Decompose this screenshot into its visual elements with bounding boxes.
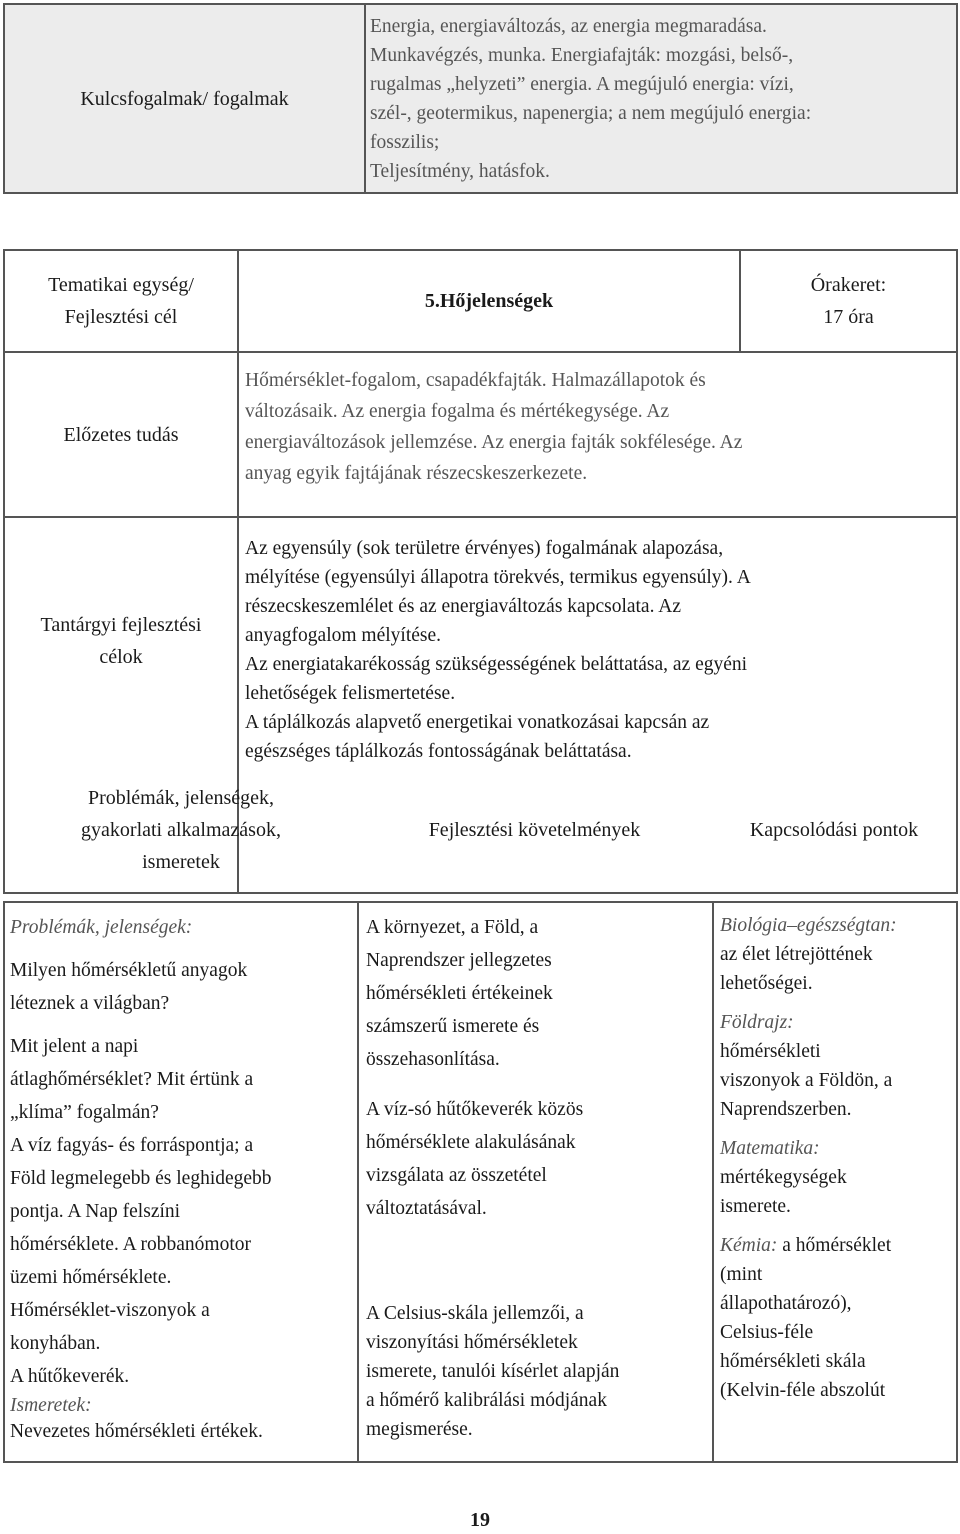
kulcsfogalmak-label: Kulcsfogalmak/ fogalmak [80,87,289,110]
col-header-kapcsolodasi: Kapcsolódási pontok [749,819,919,841]
celok-text: Az egyensúly (sok területre érvényes) fogalmának alapozása, mélyítése (egyensúlyi állapotra törekvés, termikus egyensúly). A részecskeszemlélet és az energiaváltozás kapcsolata. Az anyagfogalom mélyítése. Az energiatakarékosság szükségességének beláttatása, az egyéni lehetőségek felismertetése. A táplálkozás alapvető energetikai vonatkozásai kapcsán az egészséges táplálkozás fontosságának beláttatása. [245,538,751,762]
topic-title: 5.Hőjelenségek [424,290,554,312]
elozetes-text: Hőmérséklet-fogalom, csapadékfajták. Halmazállapotok és változásaik. Az energia fogalma és mértékegysége. Az energiaváltozások jellemzése. Az energia fajták sokfélesége. Az anyag egyik fajtájának részecskeszerkezete. [245,370,743,484]
kulcsfogalmak-text: Energia, energiaváltozás, az energia megmaradása. Munkavégzés, munka. Energiafajták: mozgási, belső-, rugalmas „helyzeti” energia. A megújuló energia: vízi, szél-, geotermikus, napenergia; a nem megújuló energia: fosszilis; Teljesítmény, hatásfok. [370,16,812,182]
col-header-problemak: Problémák, jelenségek, gyakorlati alkalmazások, ismeretek [81,787,281,873]
page-number: 19 [470,1508,490,1531]
col3-kapcsolodasi: Biológia–egészségtan: az élet létrejöttének lehetőségei. Földrajz: hőmérsékleti viszonyok a Földön, a Naprendszerben. Matematika: mértékegységek ismerete. Kémia: a hőmérséklet (mint állapothatározó), Celsius-féle hőmérsékleti skála (Kelvin-féle abszolút [720,915,897,1401]
col-header-fejlesztesi: Fejlesztési követelmények [428,819,641,841]
col2-kovetelmenyek: A környezet, a Föld, a Naprendszer jellegzetes hőmérsékleti értékeinek számszerű ismerete és összehasonlítása. A víz-só hűtőkeverék közös hőmérséklete alakulásának vizsgálata az összetétel változtatásával. A Celsius-skála jellemzői, a viszonyítási hőmérsékletek ismerete, tanulói kísérlet alapján a hőmérő kalibrálási módjának megismerése. [366,917,620,1440]
celok-label: Tantárgyi fejlesztési célok [40,613,202,668]
elozetes-label: Előzetes tudás [63,423,179,446]
orakeret: Órakeret: 17 óra [810,274,887,328]
tematikai-label: Tematikai egység/ Fejlesztési cél [48,274,194,328]
col1-problemak: Problémák, jelenségek: Milyen hőmérsékletű anyagok léteznek a világban? Mit jelent a napi átlaghőmérséklet? Mit értünk a „klíma” fogalmán? A víz fagyás- és forráspontja; a Föld legmelegebb és leghidegebb pontja. A Nap felszíni hőmérséklete. A robbanómotor üzemi hőmérséklete. Hőmérséklet-viszonyok a konyhában. A hűtőkeverék. Ismeretek: Nevezetes hőmérsékleti értékek. [10,917,272,1442]
